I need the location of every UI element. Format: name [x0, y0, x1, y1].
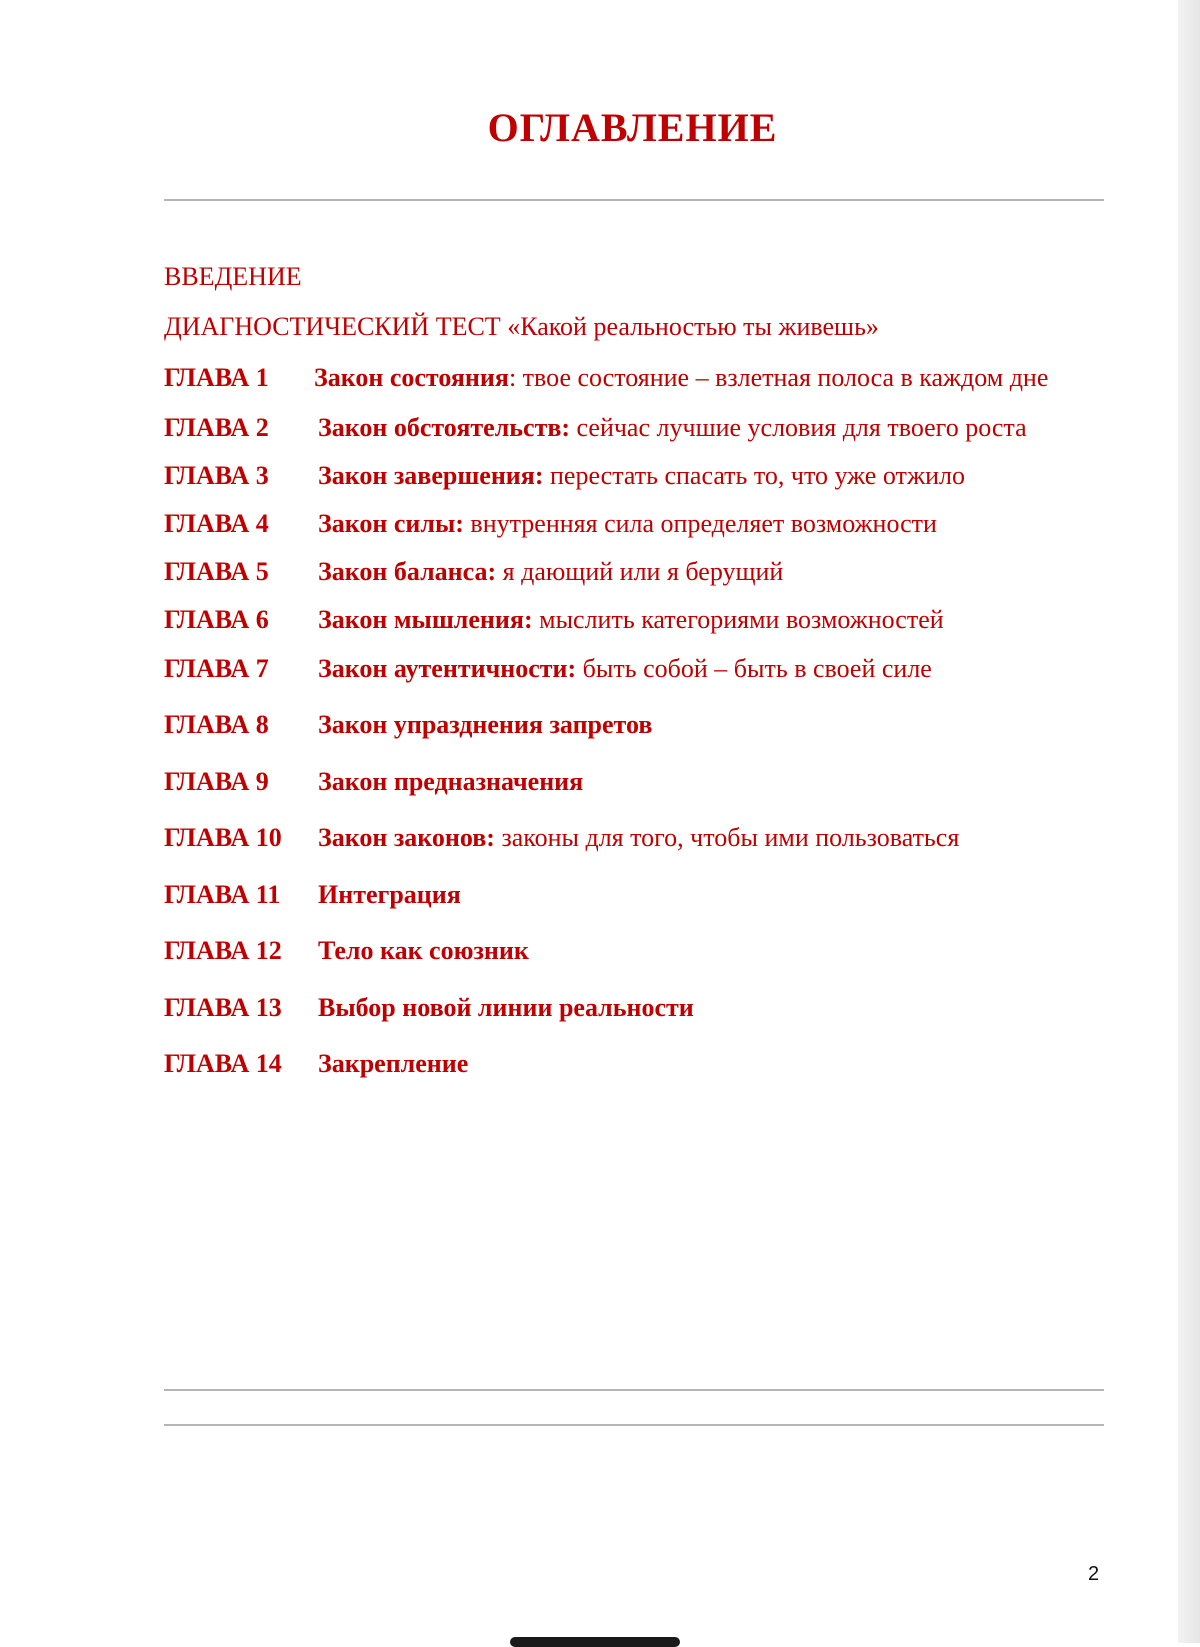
chapter-description: быть собой – быть в своей силе: [576, 654, 932, 683]
toc-entry-chapter-2[interactable]: [164, 412, 1027, 444]
chapter-law: Тело как союзник: [318, 936, 529, 965]
chapter-label: ГЛАВА 1: [164, 363, 269, 392]
chapter-description: перестать спасать то, что уже отжило: [543, 461, 966, 490]
chapter-label: ГЛАВА 4: [164, 509, 269, 538]
chapter-law: Закон силы:: [318, 509, 464, 538]
chapter-law: Закрепление: [318, 1049, 469, 1078]
chapter-label: ГЛАВА 3: [164, 461, 269, 490]
chapter-label: ГЛАВА 2: [164, 413, 269, 442]
toc-entry-intro[interactable]: [164, 261, 302, 293]
toc-entry-chapter-6[interactable]: [164, 604, 944, 636]
chapter-label: ГЛАВА 8: [164, 710, 269, 739]
top-divider: [164, 199, 1104, 201]
footer-divider-lower: [164, 1424, 1104, 1426]
toc-entry-chapter-14[interactable]: [164, 1048, 468, 1080]
toc-entry-chapter-4[interactable]: [164, 508, 937, 540]
chapter-law: Закон законов:: [318, 823, 495, 852]
toc-entry-chapter-11[interactable]: [164, 879, 461, 911]
toc-entry-chapter-5[interactable]: [164, 556, 783, 588]
toc-entry-chapter-1[interactable]: [164, 362, 1048, 394]
chapter-label: ГЛАВА 14: [164, 1049, 282, 1078]
chapter-law: Выбор новой линии реальности: [318, 993, 694, 1022]
toc-entry-test[interactable]: [164, 311, 879, 343]
chapter-law: Закон предназначения: [318, 767, 584, 796]
toc-test-title: «Какой реальностью ты живешь»: [507, 312, 879, 341]
chapter-description: внутренняя сила определяет возможности: [463, 509, 937, 538]
toc-test-label: ДИАГНОСТИЧЕСКИЙ ТЕСТ: [164, 312, 501, 341]
chapter-description: : твое состояние – взлетная полоса в каждом дне: [508, 363, 1049, 392]
chapter-law: Закон мышления:: [318, 605, 533, 634]
toc-entry-chapter-8[interactable]: [164, 709, 652, 741]
footer-divider-upper: [164, 1389, 1104, 1391]
toc-entry-chapter-10[interactable]: [164, 822, 959, 854]
chapter-label: ГЛАВА 9: [164, 767, 269, 796]
chapter-label: ГЛАВА 6: [164, 605, 269, 634]
page-number: 2: [1088, 1563, 1100, 1585]
chapter-law: Закон завершения:: [318, 461, 544, 490]
toc-entry-chapter-9[interactable]: [164, 766, 583, 798]
chapter-description: я дающий или я берущий: [496, 557, 784, 586]
chapter-label: ГЛАВА 12: [164, 936, 282, 965]
chapter-law: Закон аутентичности:: [318, 654, 577, 683]
chapter-label: ГЛАВА 10: [164, 823, 282, 852]
home-indicator-bar[interactable]: [510, 1637, 680, 1647]
chapter-law: Закон обстоятельств:: [318, 413, 571, 442]
chapter-description: сейчас лучшие условия для твоего роста: [570, 413, 1027, 442]
toc-entry-chapter-3[interactable]: [164, 460, 965, 492]
chapter-label: ГЛАВА 13: [164, 993, 282, 1022]
chapter-label: ГЛАВА 5: [164, 557, 269, 586]
toc-entry-chapter-12[interactable]: [164, 935, 529, 967]
chapter-law: Закон упразднения запретов: [318, 710, 653, 739]
page-title: ОГЛАВЛЕНИЕ: [487, 105, 778, 150]
chapter-label: ГЛАВА 11: [164, 880, 281, 909]
toc-entry-chapter-7[interactable]: [164, 653, 932, 685]
chapter-description: законы для того, чтобы ими пользоваться: [494, 823, 960, 852]
page-edge-shadow: [1178, 0, 1200, 1643]
chapter-description: мыслить категориями возможностей: [532, 605, 944, 634]
chapter-law: Закон состояния: [314, 363, 509, 392]
chapter-law: Интеграция: [318, 880, 461, 909]
chapter-law: Закон баланса:: [318, 557, 497, 586]
toc-entry-chapter-13[interactable]: [164, 992, 694, 1024]
toc-intro-label: ВВЕДЕНИЕ: [164, 262, 302, 291]
chapter-label: ГЛАВА 7: [164, 654, 269, 683]
